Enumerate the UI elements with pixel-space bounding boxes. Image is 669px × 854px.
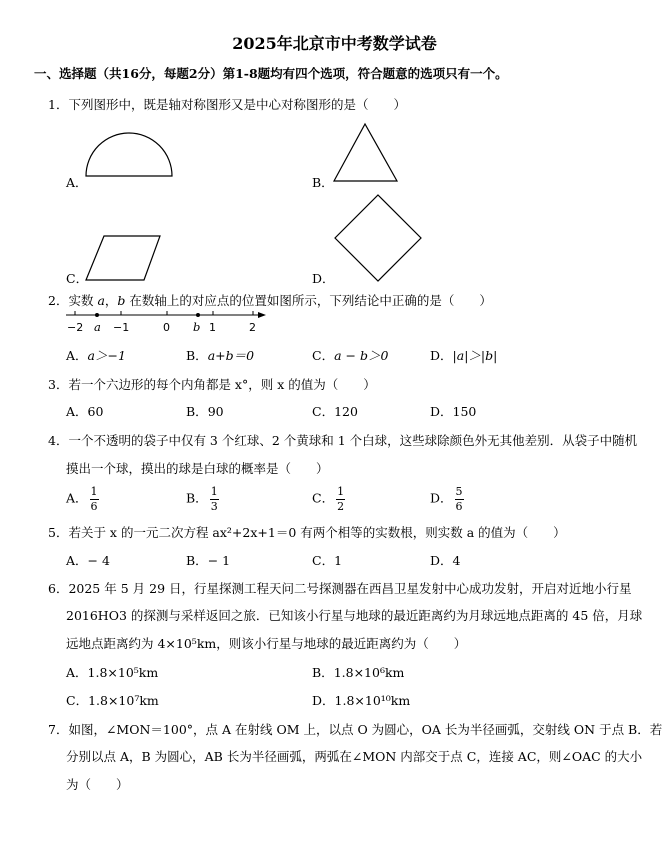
question-7-line-2: 分别以点 A，B 为圆心，AB 长为半径画弧，两弧在∠MON 内部交于点 C，连接 AC，则∠OAC 的大小	[66, 749, 643, 764]
question-text: 一个不透明的袋子中仅有 3 个红球、2 个黄球和 1 个白球，这些球除颜色外无其他差别．从袋子中随机	[68, 433, 638, 448]
question-text: 若一个六边形的每个内角都是 x°，则 x 的值为（ ）	[68, 377, 376, 392]
q2-option-c: C．a − b＞0	[312, 348, 389, 363]
question-text: 下列图形中，既是轴对称图形又是中心对称图形的是（ ）	[68, 97, 406, 112]
question-5	[48, 525, 566, 540]
question-number: 6．	[48, 581, 69, 596]
question-6	[48, 581, 632, 596]
point-label-b: b	[193, 320, 201, 334]
question-4	[48, 433, 637, 448]
question-7-line-3: 为（ ）	[66, 777, 129, 792]
question-6-line-2: 2016HO3 的探测与采样返回之旅．已知该小行星与地球的最近距离约为月球远地点距离的 45 倍，月球	[66, 608, 643, 623]
q6-option-d: D．1.8×10¹⁰km	[312, 693, 411, 708]
q4-option-d: D． $\frac{5}{6}$	[430, 485, 463, 513]
point-b	[196, 313, 200, 317]
point-label-a: a	[94, 320, 101, 334]
q1-option-d: D．	[312, 271, 335, 286]
q1-option-c: C．	[66, 271, 89, 286]
question-number: 3．	[48, 377, 69, 392]
question-number: 1．	[48, 97, 69, 112]
question-text: 实数	[68, 293, 98, 308]
question-7	[48, 722, 662, 737]
q6-option-c: C．1.8×10⁷km	[66, 693, 159, 708]
question-text: 若关于 x 的一元二次方程 ax²+2x+1＝0 有两个相等的实数根，则实数 a 的值为（ ）	[68, 525, 566, 540]
q6-option-b: B．1.8×10⁶km	[312, 665, 405, 680]
q2-option-b: B．a+b＝0	[186, 348, 255, 363]
question-text: ，	[104, 293, 118, 308]
q3-option-c: C．120	[312, 404, 358, 419]
q1-option-a: A．	[66, 175, 88, 190]
q6-option-a: A．1.8×10⁵km	[66, 665, 159, 680]
q4-option-c: C． $\frac{1}{2}$	[312, 485, 345, 513]
variable-a: a	[97, 293, 105, 308]
question-number: 5．	[48, 525, 69, 540]
question-number: 2．	[48, 293, 69, 308]
question-text: 在数轴上的对应点的位置如图所示，下列结论中正确的是（ ）	[125, 293, 492, 308]
q3-option-b: B．90	[186, 404, 224, 419]
question-text: 如图，∠MON＝100°，点 A 在射线 OM 上，以点 O 为圆心，OA 长为半径画弧，交射线 ON 于点 B．若	[68, 722, 663, 737]
tick-label: 2	[249, 321, 256, 334]
q5-option-c: C．1	[312, 553, 343, 568]
q5-option-d: D．4	[430, 553, 461, 568]
q4-option-a: A． $\frac{1}{6}$	[66, 485, 98, 513]
variable-b: b	[117, 293, 126, 308]
q2-option-a: A．a＞−1	[66, 348, 126, 363]
q1-option-b: B．	[312, 175, 334, 190]
question-4-line-2: 摸出一个球，摸出的球是白球的概率是（ ）	[66, 461, 329, 476]
question-number: 7．	[48, 722, 69, 737]
question-6-line-3: 远地点距离约为 4×10⁵km，则该小行星与地球的最近距离约为（ ）	[66, 636, 467, 651]
q4-option-b: B． $\frac{1}{3}$	[186, 485, 218, 513]
question-3	[48, 377, 376, 392]
q3-option-a: A．60	[66, 404, 104, 419]
point-a	[95, 313, 99, 317]
question-text: 2025 年 5 月 29 日，行星探测工程天问二号探测器在西昌卫星发射中心成功发射，开启对近地小行星	[68, 581, 632, 596]
tick-label: 1	[209, 321, 216, 334]
tick-label: −2	[67, 321, 84, 334]
page-title: 2025年北京市中考数学试卷	[232, 34, 437, 53]
section-heading: 一、选择题（共16分，每题2分）第1-8题均有四个选项，符合题意的选项只有一个。	[34, 66, 508, 81]
q2-option-d: D．|a|＞|b|	[430, 348, 498, 363]
q5-option-a: A．− 4	[66, 553, 110, 568]
q5-option-b: B．− 1	[186, 553, 231, 568]
question-number: 4．	[48, 433, 69, 448]
q3-option-d: D．150	[430, 404, 477, 419]
tick-label: −1	[113, 321, 130, 334]
tick-label: 0	[163, 321, 170, 334]
